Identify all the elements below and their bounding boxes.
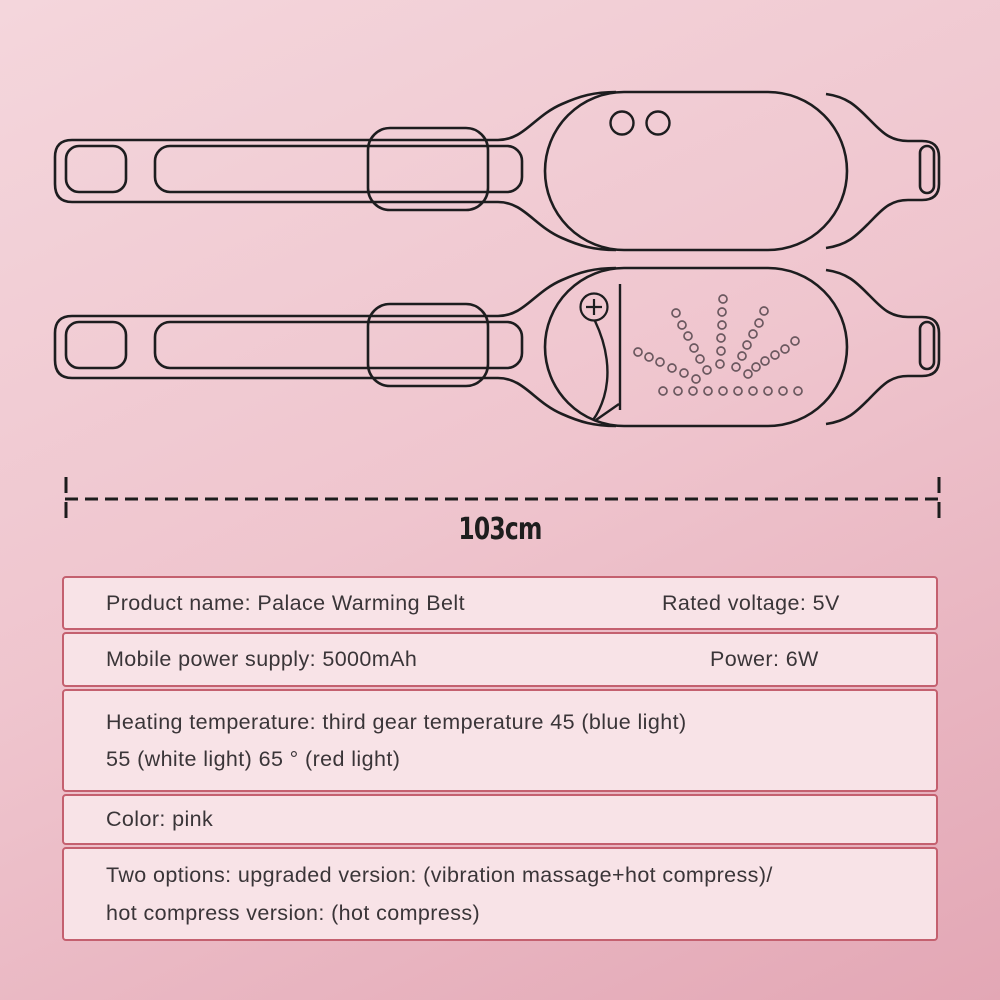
table-row-product-name: [62, 576, 938, 630]
spec-table: [62, 576, 938, 943]
color-text: Color: pink: [106, 807, 214, 831]
massage-holes-pattern: [634, 295, 802, 395]
rated-voltage-text: Rated voltage: 5V: [662, 590, 840, 615]
plus-circle-icon: [581, 294, 608, 321]
table-row-heating-temperature: [62, 689, 938, 792]
belt-back-view-drawing: [55, 268, 939, 426]
power-text: Power: 6W: [710, 647, 819, 671]
table-row-options: [62, 847, 938, 941]
length-label: 103cm: [458, 512, 542, 547]
power-supply-text: Mobile power supply: 5000mAh: [106, 647, 418, 671]
belt-front-view-drawing: [55, 92, 939, 250]
product-name-text: Product name: Palace Warming Belt: [106, 590, 465, 615]
table-row-power-supply: [62, 632, 938, 687]
options-line1: Two options: upgraded version: (vibration massage+hot compress)/: [106, 863, 773, 887]
control-buttons-icon: [611, 112, 670, 135]
heating-temperature-line2: 55 (white light) 65 ° (red light): [106, 746, 401, 771]
options-line2: hot compress version: (hot compress): [106, 901, 481, 925]
table-row-color: [62, 794, 938, 845]
heating-temperature-line1: Heating temperature: third gear temperature 45 (blue light): [106, 709, 687, 734]
belt-drawings: [0, 0, 1000, 470]
